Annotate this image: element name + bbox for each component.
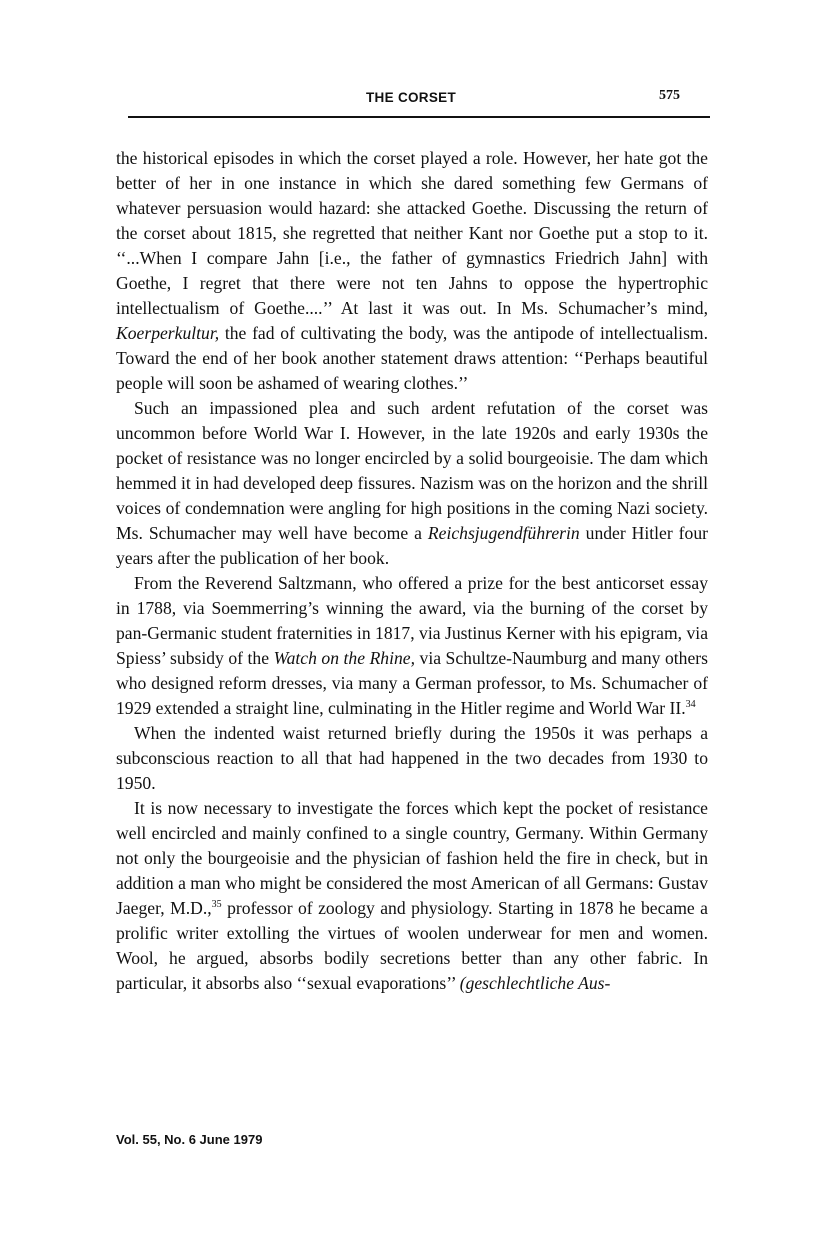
running-header (128, 86, 710, 110)
text-run: professor of zoology and physiology. Starting in 1878 he became a prolific writer extolling the virtues of woolen underwear for men and women. Wool, he argued, absorbs bodily secretions better than any other fabric. In particular, it absorbs also ‘‘sexual evaporations’’ (116, 898, 708, 993)
text-run: under Hitler four years after the publication of her book. (116, 523, 708, 568)
italic-term: Reichsjugendführerin (427, 523, 580, 543)
text-run: From the Reverend Saltzmann, who offered a prize for the best anticorset essay in 1788, via Soemmerring’s winning the award, via the burning of the corset by pan-Germanic student fraternities in 1817, via Justinus Kerner with his epigram, via Spiess’ subsidy of the (116, 573, 708, 668)
paragraph (116, 571, 708, 721)
footnote-marker: 34 (685, 699, 696, 710)
italic-term: (geschlechtliche Aus- (459, 973, 611, 993)
text-run: It is now necessary to investigate the forces which kept the pocket of resistance well encircled and mainly confined to a single country, Germany. Within Germany not only the bourgeoisie and the physician of fashion held the fire in check, but in addition a man who might be considered the most American of all Germans: Gustav Jaeger, M.D., (116, 798, 708, 918)
paragraph (116, 396, 708, 571)
page-number: 575 (659, 88, 680, 103)
text-run: Such an impassioned plea and such ardent refutation of the corset was uncommon before World War I. However, in the late 1920s and early 1930s the pocket of resistance was no longer encircled by a solid bourgeoisie. The dam which hemmed it in had developed deep fissures. Nazism was on the horizon and the shrill voices of condemnation were angling for high positions in the coming Nazi society. Ms. Schumacher may well have become a (116, 398, 708, 543)
paragraph (116, 796, 708, 996)
footer-citation: Vol. 55, No. 6 June 1979 (116, 1132, 263, 1147)
text-run: When the indented waist returned briefly during the 1950s it was perhaps a subconscious reaction to all that had happened in the two decades from 1930 to 1950. (116, 723, 708, 793)
footnote-marker: 35 (211, 899, 222, 910)
paragraph (116, 721, 708, 796)
text-run: the historical episodes in which the corset played a role. However, her hate got the better of her in one instance in which she dared something few Germans of whatever persuasion would hazard: she attacked Goethe. Discussing the return of the corset about 1815, she regretted that neither Kant nor Goethe put a stop to it. ‘‘...When I compare Jahn [i.e., the father of gymnastics Friedrich Jahn] with Goethe, I regret that there were not ten Jahns to oppose the hypertrophic intellectualism of Goethe....’’ At last it was out. In Ms. Schumacher’s mind, (116, 148, 708, 318)
body-text (116, 146, 708, 996)
header-rule (128, 116, 710, 118)
paragraph (116, 146, 708, 396)
italic-title: Watch on the Rhine, (273, 648, 415, 668)
text-run: the fad of cultivating the body, was the antipode of intellectualism. Toward the end of her book another statement draws attention: ‘‘Perhaps beautiful people will soon be ashamed of wearing clothes.’’ (116, 323, 708, 393)
text-run: via Schultze-Naumburg and many others who designed reform dresses, via many a German professor, to Ms. Schumacher of 1929 extended a straight line, culminating in the Hitler regime and World War II. (116, 648, 708, 718)
italic-term: Koerperkultur, (116, 323, 220, 343)
running-title: THE CORSET (366, 90, 457, 105)
